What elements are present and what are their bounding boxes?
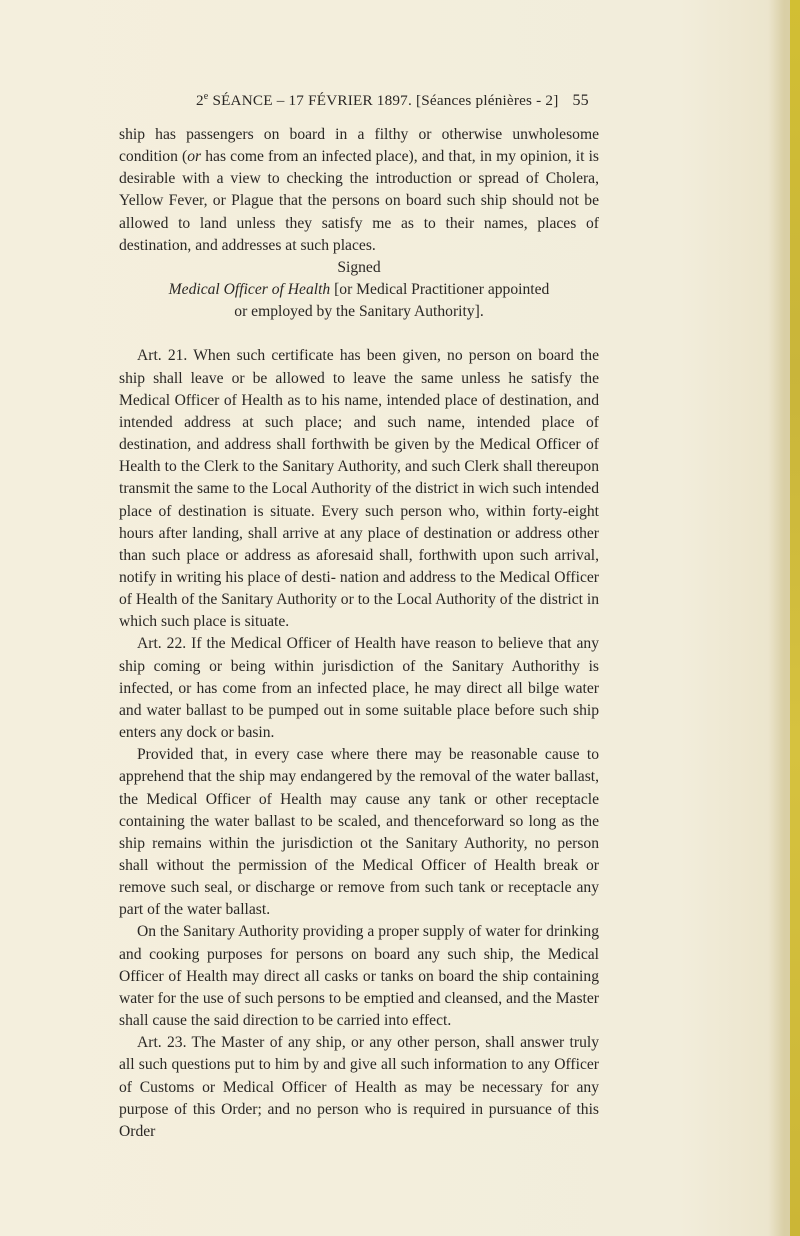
running-header [196,92,606,110]
paragraph-art-23: Art. 23. The Master of any ship, or any other person, shall answer truly all such questions put to him by and give all such information to any Officer of Customs or Medical Officer of Health as may be necessary for any purpose of this Order; and no person who is required in pursuance of this Order [119,1034,599,1140]
paragraph-art-21: Art. 21. When such certificate has been given, no person on board the ship shall leave or be allowed to leave the same unless he satisfy the Medical Officer of Health as to his name, intended place of destination, and intended address at such place; and such name, intended place of destination, and address shall forthwith be given by the Medical Officer of Health to the Clerk to the Sanitary Authority, and such Clerk shall thereupon transmit the same to the Local Authority of the district in wich such intended place of destination is situate. Every such person who, within forty-eight hours after landing, shall arrive at any place of destination or address other than such place or address as aforesaid shall, forthwith upon such arrival, notify in writing his place of desti- nation and address to the Medical Officer of Health of the Sanitary Authority or to the Local Authority of the district in which such place is situate. [119,347,599,631]
paragraph-art-22: Art. 22. If the Medical Officer of Health have reason to believe that any ship coming or being within jurisdiction of the Sanitary Authorithy is infected, or has come from an infected place, he may direct all bilge water and water ballast to be pumped out in some suitable place before such ship enters any dock or basin. [119,635,599,742]
header-bracket: [Séances plénières - 2] [415,92,559,109]
signature-italic: Medical Officer of Health [168,281,331,299]
header-session-sup: e [203,90,209,102]
header-date: 17 FÉVRIER 1897. [288,92,412,109]
header-session-word: SÉANCE [212,92,273,109]
header-separator: – [276,92,285,109]
italic-or: or [187,148,202,166]
page-number: 55 [572,92,589,109]
signature-line-2: or employed by the Sanitary Authority]. [234,303,484,321]
header-session-num: 2 [196,92,204,109]
body-text [119,124,599,1143]
signature-rest: [or Medical Practitioner appointed [330,281,550,299]
paragraph-continuation: ship has passengers on board in a filthy or otherwise unwholesome condition (or has come from an infected place), and that, in my opinion, it is desirable with a view to checking the introduction or spread of Cholera, Yellow Fever, or Plague that the persons on board such ship should not be allowed to land unless they satisfy me as to their names, places of destination, and addresses at such places. [119,126,599,254]
paragraph-sanitary: On the Sanitary Authority providing a proper supply of water for drinking and cooking purposes for persons on board any such ship, the Medical Officer of Health may direct all casks or tanks on board the ship containing water for the use of such persons to be emptied and cleansed, and the Master shall cause the said direction to be carried into effect. [119,923,599,1030]
page-edge [790,0,800,1236]
signature-line-1 [119,279,599,301]
signed-label: Signed [337,258,381,276]
paragraph-provided: Provided that, in every case where there may be reasonable cause to apprehend that the ship may endangered by the removal of the water ballast, the Medical Officer of Health may cause any tank or other receptacle containing the water ballast to be scaled, and thenceforward so long as the ship remains within the jurisdiction ot the Sanitary Authority, no person shall without the permission of the Medical Officer of Health break or remove such seal, or discharge or remove from such tank or receptacle any part of the water ballast. [119,746,599,919]
